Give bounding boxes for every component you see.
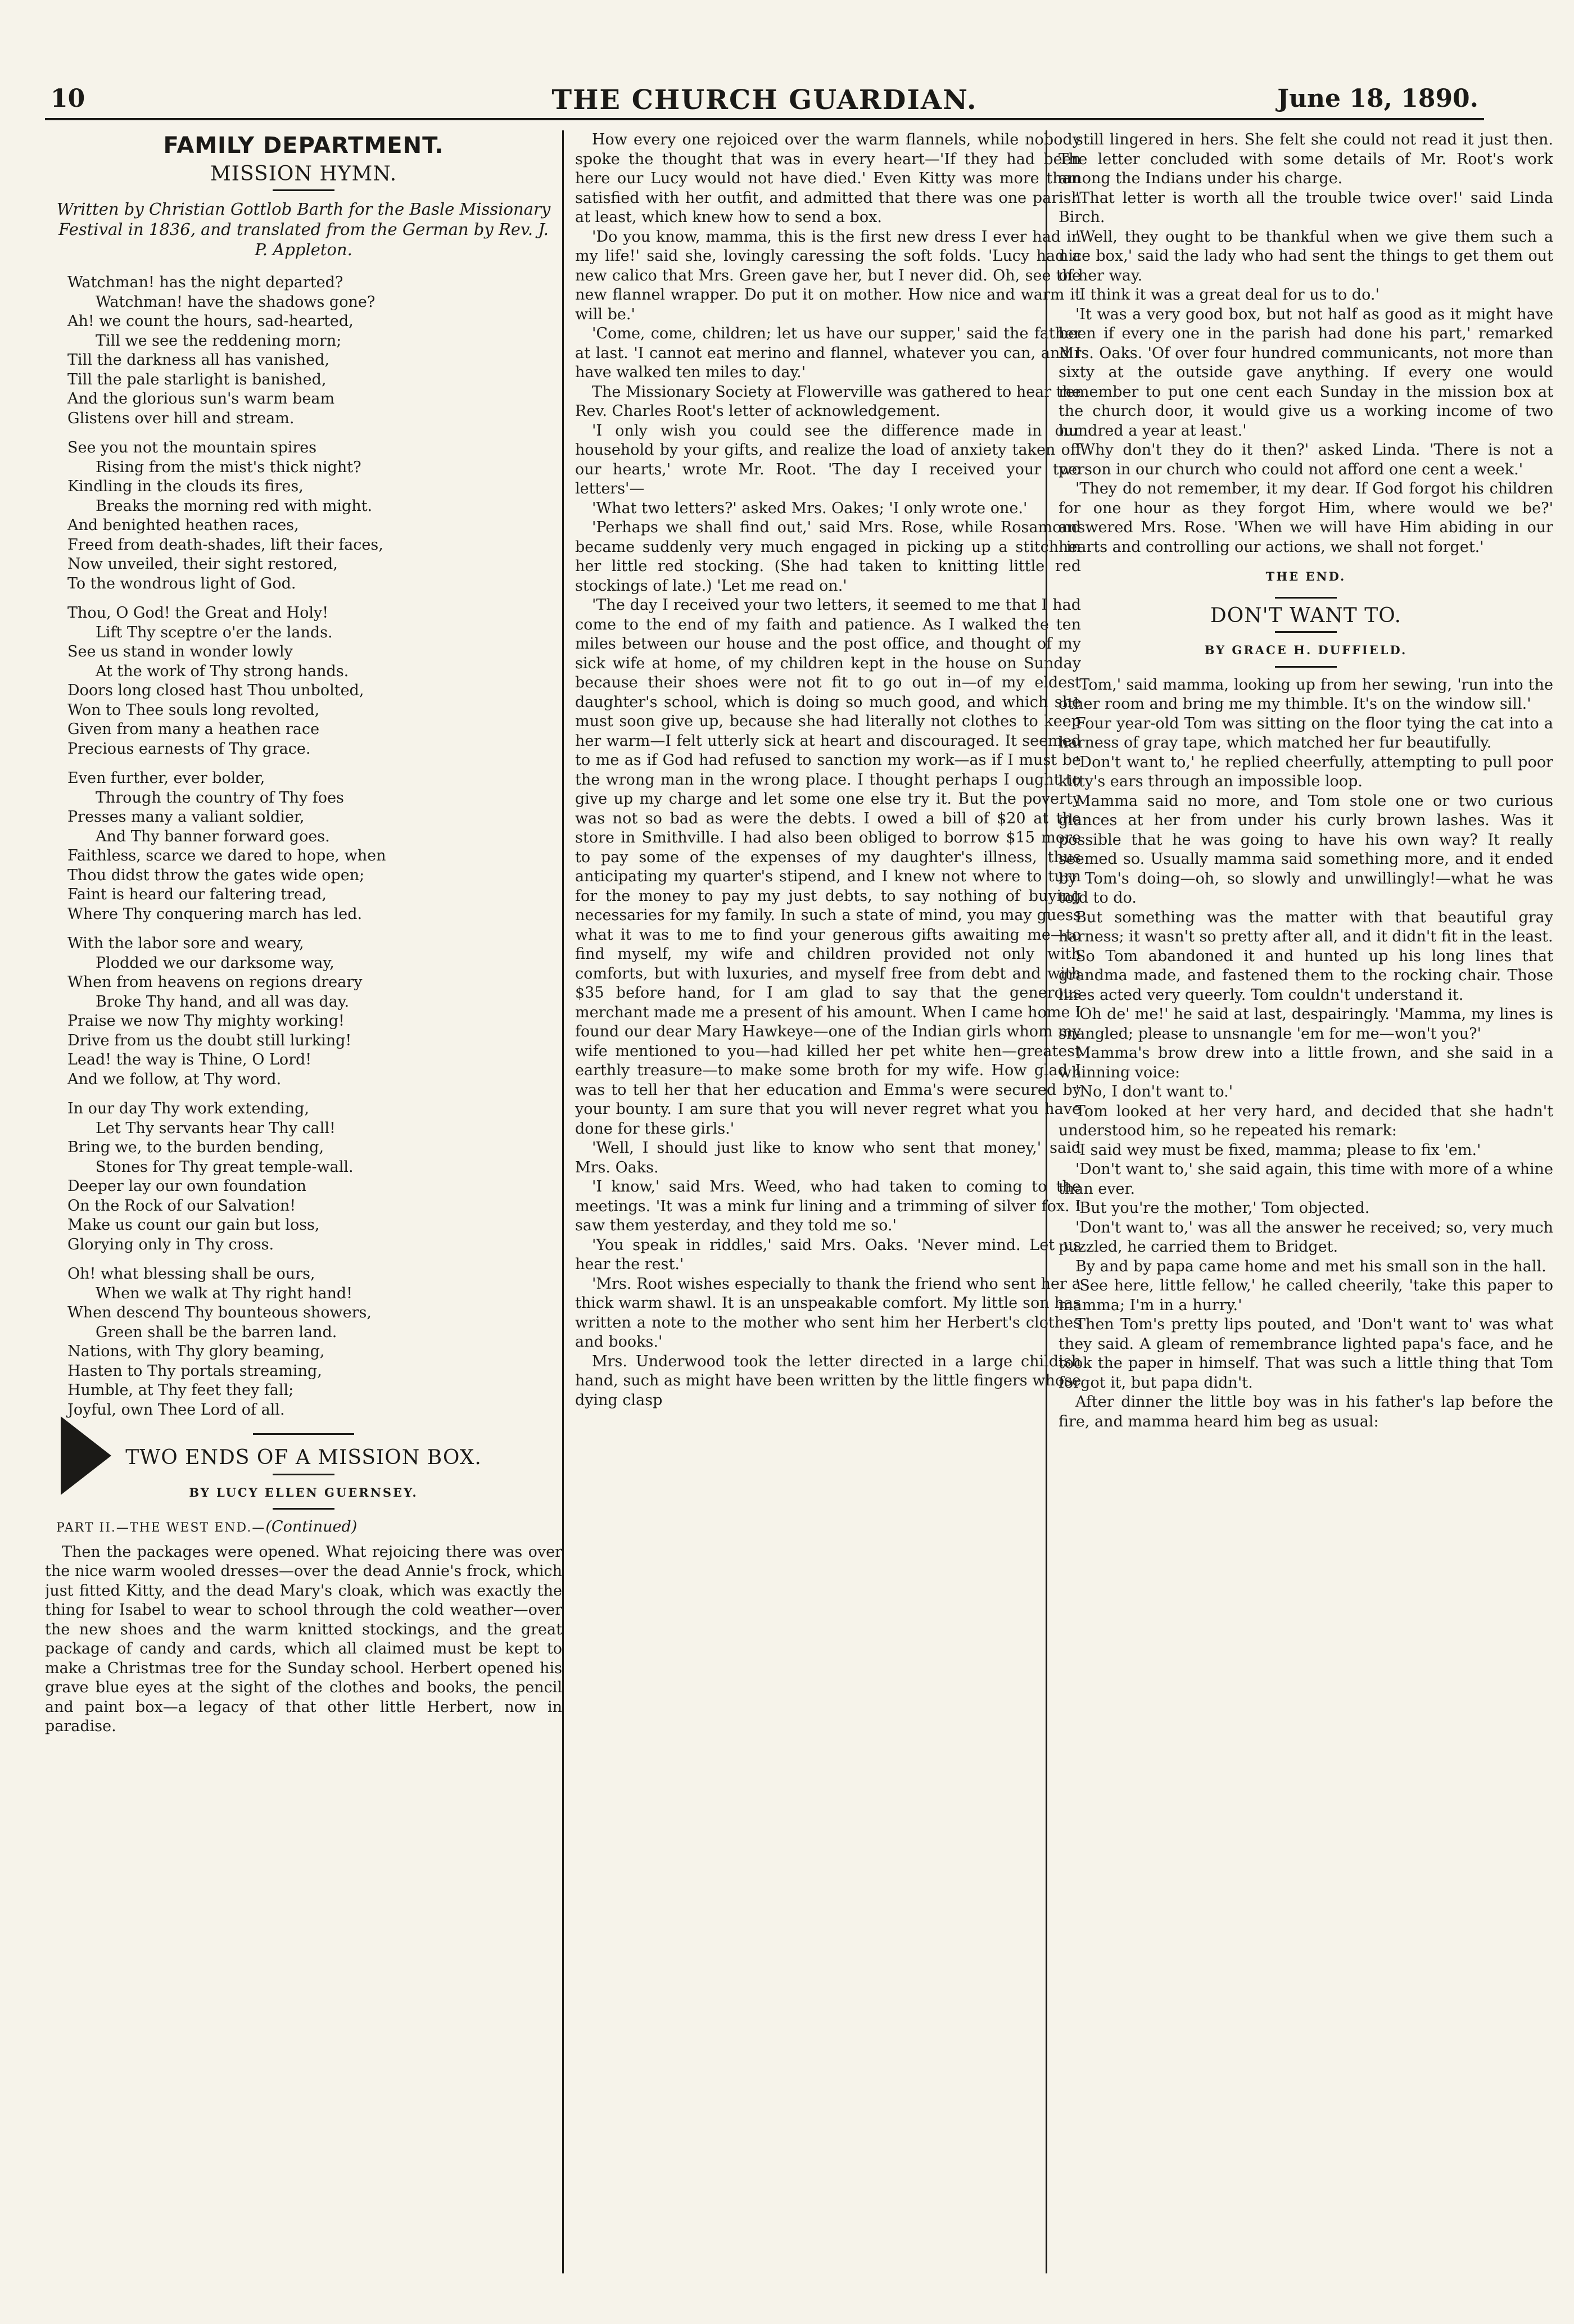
divider xyxy=(1275,666,1337,668)
paragraph: 'The day I received your two letters, it seemed to me that I had come to the end of my faith and patience. As I walked the ten miles between our house and the post office, and thought of my sick wife at home, of my children kept in the house on Sunday because their shoes were not fit to go out in—of my eldest daughter's school, which is doing so much good, and which she must soon give up, because she had literally not clothes to keep her warm—I felt utterly sick at heart and discouraged. It seemed to me as if God had refused to sanction my work—as if I must be the wrong man in the wrong place. I thought perhaps I ought to give up my charge and let some one else try it. But the poverty was not so bad as were the debts. I owed a bill of $20 at the store in Smithville. I had also been obliged to borrow $15 more to pay some of the expenses of my daughter's illness, thus anticipating my quarter's stipend, and I knew not where to turn for the money to pay my just debts, to say nothing of buying necessaries for my family. In such a state of mind, you may guess what it was to me to find your generous gifts awaiting me—to find myself, my wife and children provided not only with comforts, but with luxuries, and myself free from debt and with $35 before hand, for I am glad to say that the generous merchant made me a present of his amount. When I came home I found our dear Mary Hawkeye—one of the Indian girls whom my wife mentioned to you—had killed her pet white hen—greatest earthly treasure—to make some broth for my wife. How glad I was to tell her that her education and Emma's were secured by your bounty. I am sure that you will never regret what you have done for these girls.' xyxy=(575,596,1081,1138)
hymn-line: Drive from us the doubt still lurking! xyxy=(67,1031,352,1049)
part-heading xyxy=(56,1517,562,1538)
divider xyxy=(273,1508,334,1510)
paragraph: 'Why don't they do it then?' asked Linda. 'There is not a person in our church who could not afford one cent a week.' xyxy=(1059,441,1553,478)
story-title: TWO ENDS OF A MISSION BOX. xyxy=(125,1446,482,1469)
part-label: PART II.—THE WEST END.— xyxy=(56,1521,266,1535)
hymn-title: MISSION HYMN. xyxy=(210,162,397,185)
paragraph: But something was the matter with that beautiful gray harness; it wasn't so pretty after all, and it didn't fit in the least. xyxy=(1059,908,1553,945)
hymn-line: Presses many a valiant soldier, xyxy=(67,808,305,826)
hymn-line: Oh! what blessing shall be ours, xyxy=(67,1265,315,1283)
hymn-line: Faithless, scarce we dared to hope, when xyxy=(67,847,386,864)
hymn-line: See us stand in wonder lowly xyxy=(67,643,293,660)
hymn-line: Deeper lay our own foundation xyxy=(67,1177,306,1195)
hymn-line: Make us count our gain but loss, xyxy=(67,1216,320,1234)
hymn-line: Thou didst throw the gates wide open; xyxy=(67,866,365,884)
hymn-line: Ah! we count the hours, sad-hearted, xyxy=(67,312,354,330)
paragraph: Mrs. Underwood took the letter directed in a large childish hand, such as might have been written by the little fingers whose dying clasp xyxy=(575,1352,1081,1409)
hymn-line: Till we see the reddening morn; xyxy=(96,332,342,350)
hymn-line: Faint is heard our faltering tread, xyxy=(67,886,327,903)
paragraph: Four year-old Tom was sitting on the floor tying the cat into a harness of gray tape, which matched her fur beautifully. xyxy=(1059,714,1553,751)
continued-label: (Continued) xyxy=(265,1518,358,1535)
paragraph: 'See here, little fellow,' he called cheerily, 'take this paper to mamma; I'm in a hurry.' xyxy=(1059,1277,1553,1314)
hymn-line: In our day Thy work extending, xyxy=(67,1100,310,1117)
paragraph: 'But you're the mother,' Tom objected. xyxy=(1075,1199,1370,1217)
hymn-line: Let Thy servants hear Thy call! xyxy=(96,1119,336,1137)
hymn-stanzas xyxy=(45,273,562,1420)
paragraph: 'Come, come, children; let us have our supper,' said the father at last. 'I cannot eat merino and flannel, whatever you can, and I have walked ten miles to day.' xyxy=(575,325,1081,381)
hymn-line: Humble, at Thy feet they fall; xyxy=(67,1381,294,1399)
hymn-line: Green shall be the barren land. xyxy=(96,1323,337,1341)
hymn-line: With the labor sore and weary, xyxy=(67,935,304,952)
hymn-line: Breaks the morning red with might. xyxy=(96,497,373,515)
column-1 xyxy=(45,130,562,2273)
page-number: 10 xyxy=(51,84,85,113)
column-2 xyxy=(562,130,1081,2273)
paragraph: So Tom abandoned it and hunted up his long lines that grandma made, and fastened them to the rocking chair. Those lines acted very queerly. Tom couldn't understand it. xyxy=(1059,947,1553,1004)
hymn-line: Kindling in the clouds its fires, xyxy=(67,478,304,495)
hymn-line: Till the darkness all has vanished, xyxy=(67,351,329,369)
story-title: DON'T WANT TO. xyxy=(1210,604,1402,627)
paragraph: 'No, I don't want to.' xyxy=(1075,1083,1233,1100)
story-text xyxy=(575,130,1081,1410)
hymn-line: Even further, ever bolder, xyxy=(67,769,265,787)
hymn-line: Glistens over hill and stream. xyxy=(67,409,295,427)
hymn-line: Won to Thee souls long revolted, xyxy=(67,701,320,719)
paragraph: 'Don't want to,' he replied cheerfully, attempting to pull poor kitty's ears through an impossible loop. xyxy=(1059,753,1553,790)
paragraph: 'Mrs. Root wishes especially to thank the friend who sent her a thick warm shawl. It is an unspeakable comfort. My little son has written a note to the mother who sent him her Herbert's clothes and books.' xyxy=(575,1275,1081,1351)
paragraph: 'It was a very good box, but not half as good as it might have been if every one in the parish had done his part,' remarked Mrs. Oaks. 'Of over four hundred communicants, not more than sixty at the outside gave anything. If every one would remember to put one cent each Sunday in the mission box at the church door, it would give us a working income of two hundred a year at least.' xyxy=(1059,305,1553,440)
hymn-line: Broke Thy hand, and all was day. xyxy=(96,993,350,1011)
hymn-line: Hasten to Thy portals streaming, xyxy=(67,1362,322,1380)
paragraph: 'Well, I should just like to know who sent that money,' said Mrs. Oaks. xyxy=(575,1139,1081,1176)
story-text xyxy=(1059,676,1553,1432)
hymn-line: Precious earnests of Thy grace. xyxy=(67,740,311,758)
hymn-line: Till the pale starlight is banished, xyxy=(67,370,327,388)
hymn-line: On the Rock of our Salvation! xyxy=(67,1197,296,1215)
hymn-line: And Thy banner forward goes. xyxy=(96,827,330,845)
hymn-line: Praise we now Thy mighty working! xyxy=(67,1012,345,1030)
hymn-line: Glorying only in Thy cross. xyxy=(67,1235,274,1253)
hymn-line: Doors long closed hast Thou unbolted, xyxy=(67,682,364,699)
divider xyxy=(1275,631,1337,633)
hymn-line: To the wondrous light of God. xyxy=(67,574,296,592)
divider xyxy=(253,1433,354,1435)
hymn-stanza xyxy=(45,1265,562,1420)
newspaper-title: THE CHURCH GUARDIAN. xyxy=(551,84,978,116)
hymn-line: Through the country of Thy foes xyxy=(96,789,344,807)
hymn-line: When descend Thy bounteous showers, xyxy=(67,1304,372,1321)
page-header xyxy=(45,84,1484,120)
divider xyxy=(1275,597,1337,599)
hymn-line: Freed from death-shades, lift their faces, xyxy=(67,536,383,554)
hymn-line: Rising from the mist's thick night? xyxy=(96,458,361,476)
hymn-stanza xyxy=(45,604,562,759)
hymn-line: Thou, O God! the Great and Holy! xyxy=(67,604,329,622)
hymn-line: And the glorious sun's warm beam xyxy=(67,390,335,407)
hymn-line: When from heavens on regions dreary xyxy=(67,973,363,991)
paragraph: Tom looked at her very hard, and decided that she hadn't understood him, so he repeated his remark: xyxy=(1059,1102,1553,1139)
paragraph: After dinner the little boy was in his father's lap before the fire, and mamma heard him beg as usual: xyxy=(1059,1393,1553,1430)
paragraph: 'They do not remember, it my dear. If God forgot his children for one hour as they forgot Him, where would we be?' answered Mrs. Rose. 'When we will have Him abiding in our hearts and controlling our actions, we shall not forget.' xyxy=(1059,480,1553,556)
paragraph: 'Do you know, mamma, this is the first new dress I ever had in my life!' said she, lovingly caressing the soft folds. 'Lucy had a new calico that Mrs. Green gave her, but I never did. Oh, see the new flannel wrapper. Do put it on mother. How nice and warm it will be.' xyxy=(575,228,1081,323)
paragraph: Mamma's brow drew into a little frown, and she said in a whinning voice: xyxy=(1059,1044,1553,1081)
hymn-stanza xyxy=(45,273,562,428)
hymn-line: At the work of Thy strong hands. xyxy=(96,662,349,680)
paragraph: 'Perhaps we shall find out,' said Mrs. Rose, while Rosamond became suddenly very much engaged in picking up a stitch in her little red stocking. (She had taken to knitting little red stockings of late.) 'Let me read on.' xyxy=(575,519,1081,595)
paragraph: still lingered in hers. She felt she could not read it just then. The letter concluded with some details of Mr. Root's work among the Indians under his charge. xyxy=(1059,131,1553,187)
paragraph: 'I only wish you could see the difference made in our household by your gifts, and realize the load of anxiety taken off our hearts,' wrote Mr. Root. 'The day I received your two letters'— xyxy=(575,422,1081,497)
hymn-line: Lift Thy sceptre o'er the lands. xyxy=(96,623,333,641)
paragraph: Mamma said no more, and Tom stole one or two curious glances at her from under his curly brown lashes. Was it possible that he was going to have his own way? It really seemed so. Usually mamma said something more, and it ended by Tom's doing—oh, so slowly and unwillingly!—what he was told to do. xyxy=(1059,792,1553,907)
paragraph: 'Tom,' said mamma, looking up from her sewing, 'run into the other room and bring me my thimble. It's on the window sill.' xyxy=(1059,676,1553,713)
hymn-line: Now unveiled, their sight restored, xyxy=(67,555,338,573)
column-3 xyxy=(1046,130,1553,2273)
paragraph: How every one rejoiced over the warm flannels, while nobody spoke the thought that was in every heart—'If they had been here our Lucy would not have died.' Even Kitty was more than satisfied with her outfit, and admitted that there was one parish at least, which knew how to send a box. xyxy=(575,131,1081,226)
hymn-line: When we walk at Thy right hand! xyxy=(96,1284,352,1302)
paragraph: 'Don't want to,' was all the answer he received; so, very much puzzled, he carried them to Bridget. xyxy=(1059,1218,1553,1256)
hymn-stanza xyxy=(45,934,562,1089)
hymn-line: Joyful, own Thee Lord of all. xyxy=(67,1401,285,1419)
hymn-line: Watchman! has the night departed? xyxy=(67,274,343,291)
issue-date: June 18, 1890. xyxy=(1277,84,1478,113)
hymn-line: Nations, with Thy glory beaming, xyxy=(67,1343,325,1360)
paragraph: 'You speak in riddles,' said Mrs. Oaks. 'Never mind. Let us hear the rest.' xyxy=(575,1236,1081,1273)
hymn-line: And we follow, at Thy word. xyxy=(67,1070,282,1088)
department-heading: FAMILY DEPARTMENT. xyxy=(163,133,444,158)
hymn-stanza xyxy=(45,769,562,924)
paragraph: The Missionary Society at Flowerville was gathered to hear the Rev. Charles Root's letter of acknowledgement. xyxy=(575,383,1081,420)
paragraph: Then Tom's pretty lips pouted, and 'Don't want to' was what they said. A gleam of remembrance lighted papa's face, and he took the paper in himself. That was such a little thing that Tom forgot it, but papa didn't. xyxy=(1059,1316,1553,1392)
end-mark: THE END. xyxy=(1265,569,1346,583)
story-byline: BY GRACE H. DUFFIELD. xyxy=(1204,643,1408,657)
paragraph: 'Oh de' me!' he said at last, despairingly. 'Mamma, my lines is snangled; please to unsnangle 'em for me—won't you?' xyxy=(1059,1005,1553,1043)
hymn-line: See you not the mountain spires xyxy=(67,439,317,456)
paragraph: 'What two letters?' asked Mrs. Oakes; 'I only wrote one.' xyxy=(592,499,1028,517)
divider xyxy=(273,189,334,191)
paragraph: 'Well, they ought to be thankful when we give them such a nice box,' said the lady who had sent the things to get them out of her way. xyxy=(1059,228,1553,284)
hymn-intro: Written by Christian Gottlob Barth for the Basle Missionary Festival in 1836, and translated from the German by Rev. J. P. Appleton. xyxy=(56,200,551,259)
hymn-line: Bring we, to the burden bending, xyxy=(67,1139,324,1156)
ink-blot-mark xyxy=(61,1416,111,1495)
story-text xyxy=(45,1543,562,1737)
paragraph: 'I know,' said Mrs. Weed, who had taken to coming to the meetings. 'It was a mink fur lining and a trimming of silver fox. I saw them yesterday, and they told me so.' xyxy=(575,1178,1081,1234)
hymn-line: Where Thy conquering march has led. xyxy=(67,905,363,923)
divider xyxy=(273,1474,334,1475)
story-byline: BY LUCY ELLEN GUERNSEY. xyxy=(189,1485,418,1499)
paragraph: 'I said wey must be fixed, mamma; please to fix 'em.' xyxy=(1075,1141,1481,1159)
hymn-stanza xyxy=(45,1099,562,1254)
hymn-line: Given from many a heathen race xyxy=(67,721,320,738)
paragraph: 'That letter is worth all the trouble twice over!' said Linda Birch. xyxy=(1059,189,1553,226)
hymn-stanza xyxy=(45,438,562,594)
hymn-line: And benighted heathen races, xyxy=(67,517,299,534)
hymn-line: Lead! the way is Thine, O Lord! xyxy=(67,1051,312,1068)
hymn-line: Watchman! have the shadows gone? xyxy=(96,293,376,311)
hymn-line: Stones for Thy great temple-wall. xyxy=(96,1158,354,1176)
paragraph: 'I think it was a great deal for us to do.' xyxy=(1075,286,1379,303)
story-text xyxy=(1059,130,1553,557)
paragraph: 'Don't want to,' she said again, this time with more of a whine than ever. xyxy=(1059,1161,1553,1198)
paragraph: Then the packages were opened. What rejoicing there was over the nice warm wooled dresses—over the dead Annie's frock, which just fitted Kitty, and the dead Mary's cloak, which was exactly the thing for Isabel to wear to school through the cold weather—over the new shoes and the warm knitted stockings, and the great package of candy and cards, which all claimed must be kept to make a Christmas tree for the Sunday school. Herbert opened his grave blue eyes at the sight of the clothes and books, the pencil and paint box—a legacy of that other little Herbert, now in paradise. xyxy=(45,1543,562,1735)
hymn-line: Plodded we our darksome way, xyxy=(96,954,334,972)
paragraph: By and by papa came home and met his small son in the hall. xyxy=(1075,1257,1546,1275)
